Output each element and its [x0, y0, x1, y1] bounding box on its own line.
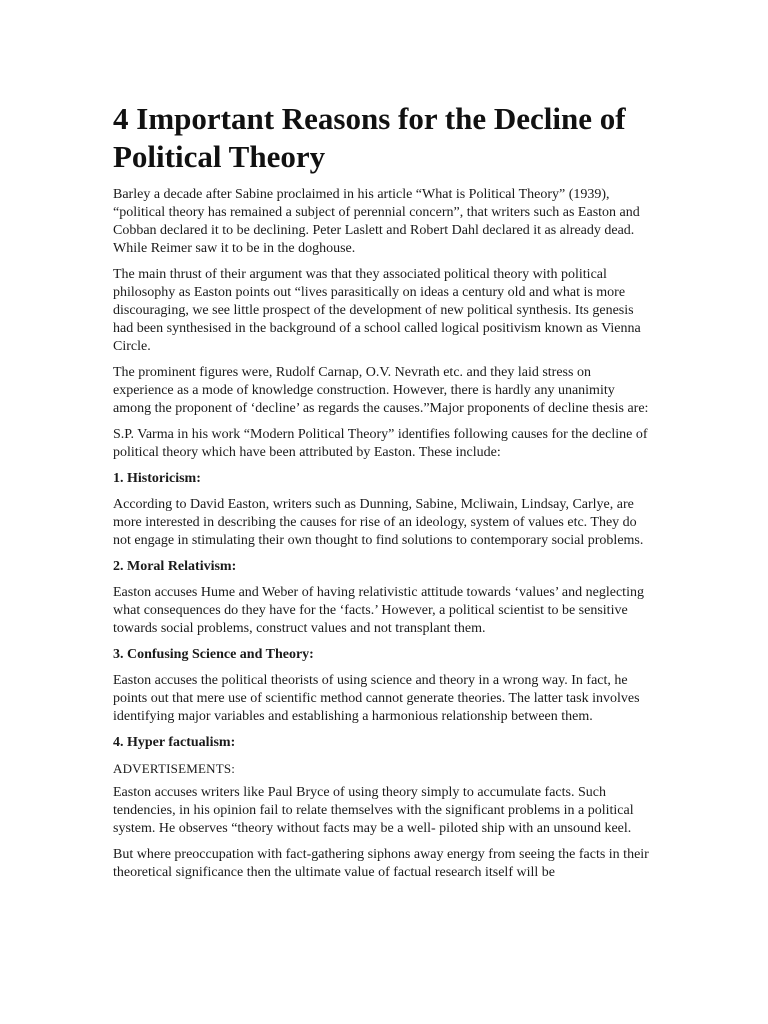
section-heading-historicism: 1. Historicism:: [113, 471, 201, 486]
intro-paragraph-3: The prominent figures were, Rudolf Carnap, O.V. Nevrath etc. and they laid stress on experience as a mode of knowledge construction. However, there is hardly any unanimity among the proponent of ‘decline’ as regards the causes.”Major proponents of decline thesis are:: [113, 365, 649, 416]
section-body-moral-relativism: Easton accuses Hume and Weber of having relativistic attitude towards ‘values’ and neglecting what consequences do they have for the ‘facts.’ However, a political scientist to be sensitive towards social problems, construct values and not transplant them.: [113, 585, 644, 636]
intro-paragraph-4: S.P. Varma in his work “Modern Political Theory” identifies following causes for the decline of political theory which have been attributed by Easton. These include:: [113, 427, 648, 460]
section-body-historicism: According to David Easton, writers such as Dunning, Sabine, Mcliwain, Lindsay, Carlye, are more interested in describing the causes for rise of an ideology, system of values etc. They do not engage in stimulating their own thought to find solutions to contemporary social problems.: [113, 497, 644, 548]
advertisements-label: ADVERTISEMENTS:: [113, 761, 236, 776]
section-heading-hyper-factualism: 4. Hyper factualism:: [113, 735, 236, 750]
section-body-confusing-science: Easton accuses the political theorists of using science and theory in a wrong way. In fact, he points out that mere use of scientific method cannot generate theories. The latter task involves identifying major variables and establishing a harmonious relationship between them.: [113, 673, 640, 724]
section-body-hyper-factualism-continued: But where preoccupation with fact-gathering siphons away energy from seeing the facts in their theoretical significance then the ultimate value of factual research itself will be: [113, 847, 649, 880]
intro-paragraph-2: The main thrust of their argument was that they associated political theory with political philosophy as Easton points out “lives parasitically on ideas a century old and what is more discouraging, we see little prospect of the development of new political synthesis. Its genesis had been synthesised in the background of a school called logical positivism known as Vienna Circle.: [113, 267, 641, 354]
section-body-hyper-factualism: Easton accuses writers like Paul Bryce of using theory simply to accumulate facts. Such tendencies, in his opinion fail to relate themselves with the significant problems in a political system. He observes “theory without facts may be a well- piloted ship with an unsound keel.: [113, 785, 634, 836]
document-page: [113, 100, 653, 890]
section-heading-moral-relativism: 2. Moral Relativism:: [113, 559, 237, 574]
section-heading-confusing-science: 3. Confusing Science and Theory:: [113, 647, 314, 662]
intro-paragraph-1: Barley a decade after Sabine proclaimed in his article “What is Political Theory” (1939), “political theory has remained a subject of perennial concern”, that writers such as Easton and Cobban declared it to be declining. Peter Laslett and Robert Dahl declared it as already dead. While Reimer saw it to be in the doghouse.: [113, 187, 640, 256]
article-title: 4 Important Reasons for the Decline of Political Theory: [113, 101, 626, 174]
